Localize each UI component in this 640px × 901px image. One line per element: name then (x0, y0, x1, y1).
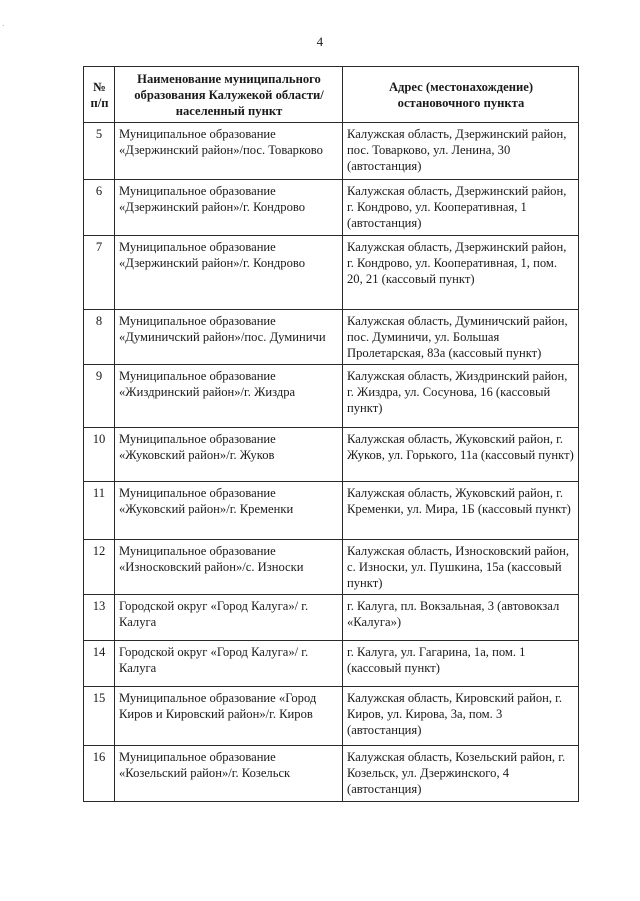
table-row (84, 123, 579, 180)
header-municipality: Наименование муниципального образования Калужекой области/населенный пункт (115, 67, 343, 123)
row-address-text: г. Калуга, ул. Гагарина, 1а, пом. 1 (кассовый пункт) (347, 645, 526, 675)
row-address (343, 365, 579, 428)
row-municipality (115, 540, 343, 595)
row-num-text: 8 (95, 314, 103, 328)
row-municipality (115, 641, 343, 687)
row-municipality (115, 123, 343, 180)
row-num-text: 7 (95, 240, 103, 254)
scan-mark: · (2, 22, 5, 30)
bus-stops-table (83, 66, 579, 802)
row-address (343, 310, 579, 365)
row-address-text: Калужская область, Жуковский район, г. Жуков, ул. Горького, 11а (кассовый пункт) (347, 432, 574, 462)
row-address (343, 687, 579, 746)
row-num-text: 13 (92, 599, 106, 613)
row-address (343, 123, 579, 180)
row-address-text: Калужская область, Козельский район, г. Козельск, ул. Дзержинского, 4 (автостанция) (347, 750, 566, 796)
table-header-row (84, 67, 579, 123)
row-municipality (115, 310, 343, 365)
row-municipality-text: Муниципальное образование «Город Киров и Кировский район»/г. Киров (119, 691, 317, 721)
row-num (84, 540, 115, 595)
table-row (84, 482, 579, 540)
row-num (84, 180, 115, 236)
row-address (343, 540, 579, 595)
table-row (84, 595, 579, 641)
row-address-text: Калужская область, Кировский район, г. Киров, ул. Кирова, 3а, пом. 3 (автостанция) (347, 691, 563, 737)
row-municipality-text: Муниципальное образование «Дзержинский район»/г. Кондрово (119, 240, 306, 270)
row-num (84, 123, 115, 180)
row-municipality-text: Муниципальное образование «Жуковский район»/г. Жуков (119, 432, 276, 462)
table-row (84, 365, 579, 428)
row-municipality (115, 746, 343, 802)
row-address-text: Калужская область, Жиздринский район, г. Жиздра, ул. Сосунова, 16 (кассовый пункт) (347, 369, 568, 415)
row-num (84, 428, 115, 482)
row-municipality (115, 595, 343, 641)
table-row (84, 180, 579, 236)
row-municipality (115, 482, 343, 540)
row-num-text: 6 (95, 184, 103, 198)
row-municipality (115, 236, 343, 310)
row-num (84, 365, 115, 428)
row-address (343, 482, 579, 540)
row-municipality (115, 180, 343, 236)
row-municipality-text: Муниципальное образование «Дзержинский район»/г. Кондрово (119, 184, 306, 214)
row-address (343, 236, 579, 310)
row-num-text: 15 (92, 691, 106, 705)
row-municipality (115, 428, 343, 482)
row-address (343, 428, 579, 482)
row-address (343, 595, 579, 641)
row-num-text: 9 (95, 369, 103, 383)
row-address-text: Калужская область, Дзержинский район, г. Кондрово, ул. Кооперативная, 1, пом. 20, 21 (кассовый пункт) (347, 240, 567, 286)
row-municipality-text: Муниципальное образование «Дзержинский район»/пос. Товарково (119, 127, 323, 157)
row-num (84, 236, 115, 310)
row-address (343, 746, 579, 802)
row-num (84, 746, 115, 802)
page-number: 4 (316, 34, 324, 49)
row-num-text: 5 (95, 127, 103, 141)
row-num (84, 595, 115, 641)
row-municipality-text: Муниципальное образование «Жиздринский район»/г. Жиздра (119, 369, 296, 399)
row-address (343, 180, 579, 236)
row-address-text: Калужская область, Думиничский район, пос. Думиничи, ул. Большая Пролетарская, 83а (кассовый пункт) (347, 314, 568, 360)
row-num (84, 482, 115, 540)
row-municipality-text: Муниципальное образование «Думиничский район»/пос. Думиничи (119, 314, 326, 344)
row-num-text: 12 (92, 544, 106, 558)
row-address-text: Калужская область, Жуковский район, г. Кременки, ул. Мира, 1Б (кассовый пункт) (347, 486, 571, 516)
header-num: № п/п (84, 67, 115, 123)
table-row (84, 746, 579, 802)
table-row (84, 428, 579, 482)
row-municipality-text: Городской округ «Город Калуга»/ г. Калуга (119, 599, 309, 629)
row-address (343, 641, 579, 687)
row-municipality (115, 687, 343, 746)
table-row (84, 641, 579, 687)
row-num-text: 14 (92, 645, 106, 659)
row-municipality-text: Муниципальное образование «Износковский район»/с. Износки (119, 544, 304, 574)
table-row (84, 540, 579, 595)
row-municipality-text: Муниципальное образование «Жуковский район»/г. Кременки (119, 486, 294, 516)
row-num-text: 16 (92, 750, 106, 764)
row-num-text: 10 (92, 432, 106, 446)
row-address-text: Калужская область, Дзержинский район, г. Кондрово, ул. Кооперативная, 1 (автостанция) (347, 184, 567, 230)
header-address: Адрес (местонахождение) остановочного пункта (343, 67, 579, 123)
table-row (84, 236, 579, 310)
row-address-text: г. Калуга, пл. Вокзальная, 3 (автовокзал «Калуга») (347, 599, 560, 629)
table-row (84, 687, 579, 746)
row-municipality-text: Муниципальное образование «Козельский район»/г. Козельск (119, 750, 291, 780)
table-row (84, 310, 579, 365)
row-municipality-text: Городской округ «Город Калуга»/ г. Калуга (119, 645, 309, 675)
row-address-text: Калужская область, Износковский район, с. Износки, ул. Пушкина, 15а (кассовый пункт) (347, 544, 570, 590)
row-num (84, 310, 115, 365)
row-municipality (115, 365, 343, 428)
row-num (84, 641, 115, 687)
row-num (84, 687, 115, 746)
row-num-text: 11 (92, 486, 106, 500)
row-address-text: Калужская область, Дзержинский район, пос. Товарково, ул. Ленина, 30 (автостанция) (347, 127, 567, 173)
